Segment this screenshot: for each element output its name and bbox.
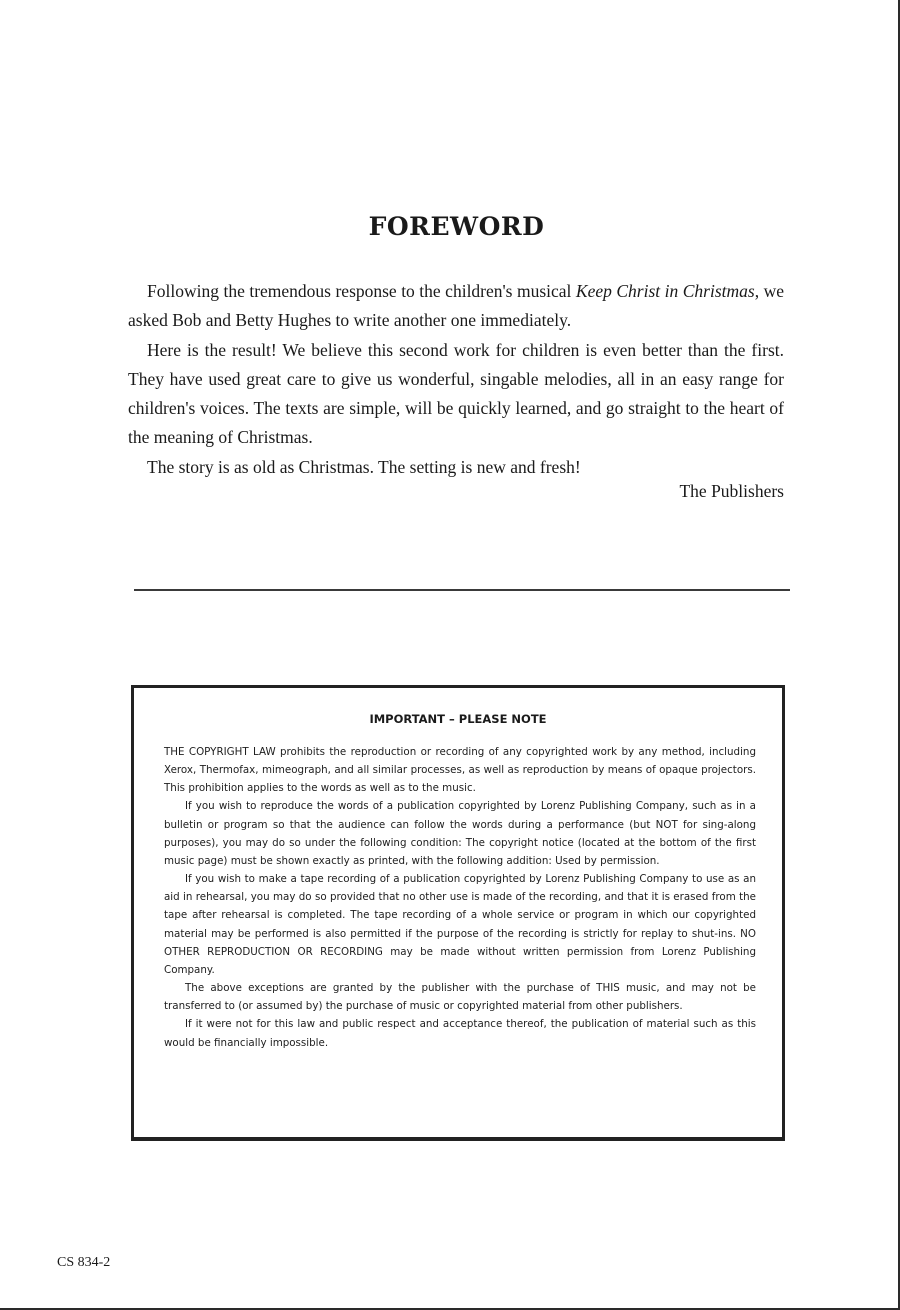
catalog-number: CS 834-2: [57, 1255, 111, 1270]
foreword-text: [128, 277, 784, 482]
notice-paragraph: The above exceptions are granted by the publisher with the purchase of THIS music, and may not be transferred to (or assumed by) the purchase of music or copyrighted material from other publishers.: [164, 982, 756, 1013]
signature: The Publishers: [679, 481, 784, 501]
musical-title: Keep Christ in Christmas: [575, 281, 755, 301]
foreword-paragraph-3: The story is as old as Christmas. The setting is new and fresh!: [147, 456, 581, 477]
notice-paragraph: If it were not for this law and public respect and acceptance thereof, the publication of material such as this would be financially impossible.: [164, 1018, 756, 1049]
notice-paragraph: If you wish to reproduce the words of a publication copyrighted by Lorenz Publishing Company, such as in a bulletin or program so that the audience can follow the words during a performance (but NOT for sing-along purposes), you may do so under the following condition: The copyright notice (located at the bottom of the first music page) must be shown exactly as printed, with the following addition: Used by permission.: [164, 800, 756, 867]
notice-paragraph: THE COPYRIGHT LAW prohibits the reproduction or recording of any copyrighted work by any method, including Xerox, Thermofax, mimeograph, and all similar processes, as well as reproduction by means of opaque projectors. This prohibition applies to the words as well as to the music.: [164, 746, 756, 795]
page-title: FOREWORD: [368, 212, 545, 241]
notice-body: [164, 743, 756, 1052]
notice-heading: IMPORTANT – PLEASE NOTE: [369, 712, 547, 726]
copyright-notice-box: [131, 685, 785, 1141]
section-divider: [134, 589, 790, 591]
foreword-paragraph-2: Here is the result! We believe this second work for children is even better than the first. They have used great care to give us wonderful, singable melodies, all in an easy range for children's voices. The texts are simple, will be quickly learned, and go straight to the heart of the meaning of Christmas.: [128, 339, 784, 448]
foreword-paragraph-1: Following the tremendous response to the children's musical Keep Christ in Christmas, we asked Bob and Betty Hughes to write another one immediately.: [128, 281, 784, 331]
notice-paragraph: If you wish to make a tape recording of a publication copyrighted by Lorenz Publishing Company to use as an aid in rehearsal, you may do so provided that no other use is made of the recording, and that it is erased from the tape after rehearsal is completed. The tape recording of a whole service or program in which our copyrighted material may be performed is also permitted if the purpose of the recording is strictly for replay to shut-ins. NO OTHER REPRODUCTION OR RECORDING may be made without written permission from Lorenz Publishing Company.: [164, 873, 756, 976]
